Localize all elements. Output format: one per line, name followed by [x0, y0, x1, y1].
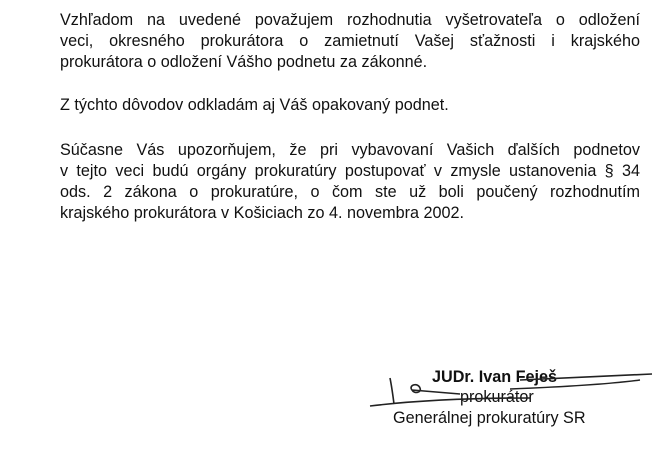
text-line: krajského prokurátora v Košiciach zo 4. novembra 2002. [60, 204, 464, 222]
text-line: Súčasne Vás upozorňujem, že pri vybavovaní Vašich ďalších podnetov [60, 141, 640, 159]
text-line: v tejto veci budú orgány prokuratúry postupovať v zmysle ustanovenia § 34 [60, 162, 640, 180]
text-line: Z týchto dôvodov odkladám aj Váš opakovaný podnet. [60, 96, 449, 114]
signatory-office: Generálnej prokuratúry SR [393, 409, 586, 427]
paragraph-conclusion [60, 10, 640, 73]
signatory-role: prokurátor [460, 388, 534, 406]
text-line: prokurátora o odložení Vášho podnetu za zákonné. [60, 53, 428, 71]
text-line: veci, okresného prokurátora o zamietnutí Vašej sťažnosti i krajského [60, 32, 640, 50]
signatory-name: JUDr. Ivan Feješ [432, 368, 558, 386]
paragraph-decision [60, 95, 640, 116]
paragraph-notice [60, 140, 640, 224]
text-line: Vzhľadom na uvedené považujem rozhodnutia vyšetrovateľa o odložení [60, 11, 640, 29]
text-line: ods. 2 zákona o prokuratúre, o čom ste už boli poučený rozhodnutím [60, 183, 640, 201]
